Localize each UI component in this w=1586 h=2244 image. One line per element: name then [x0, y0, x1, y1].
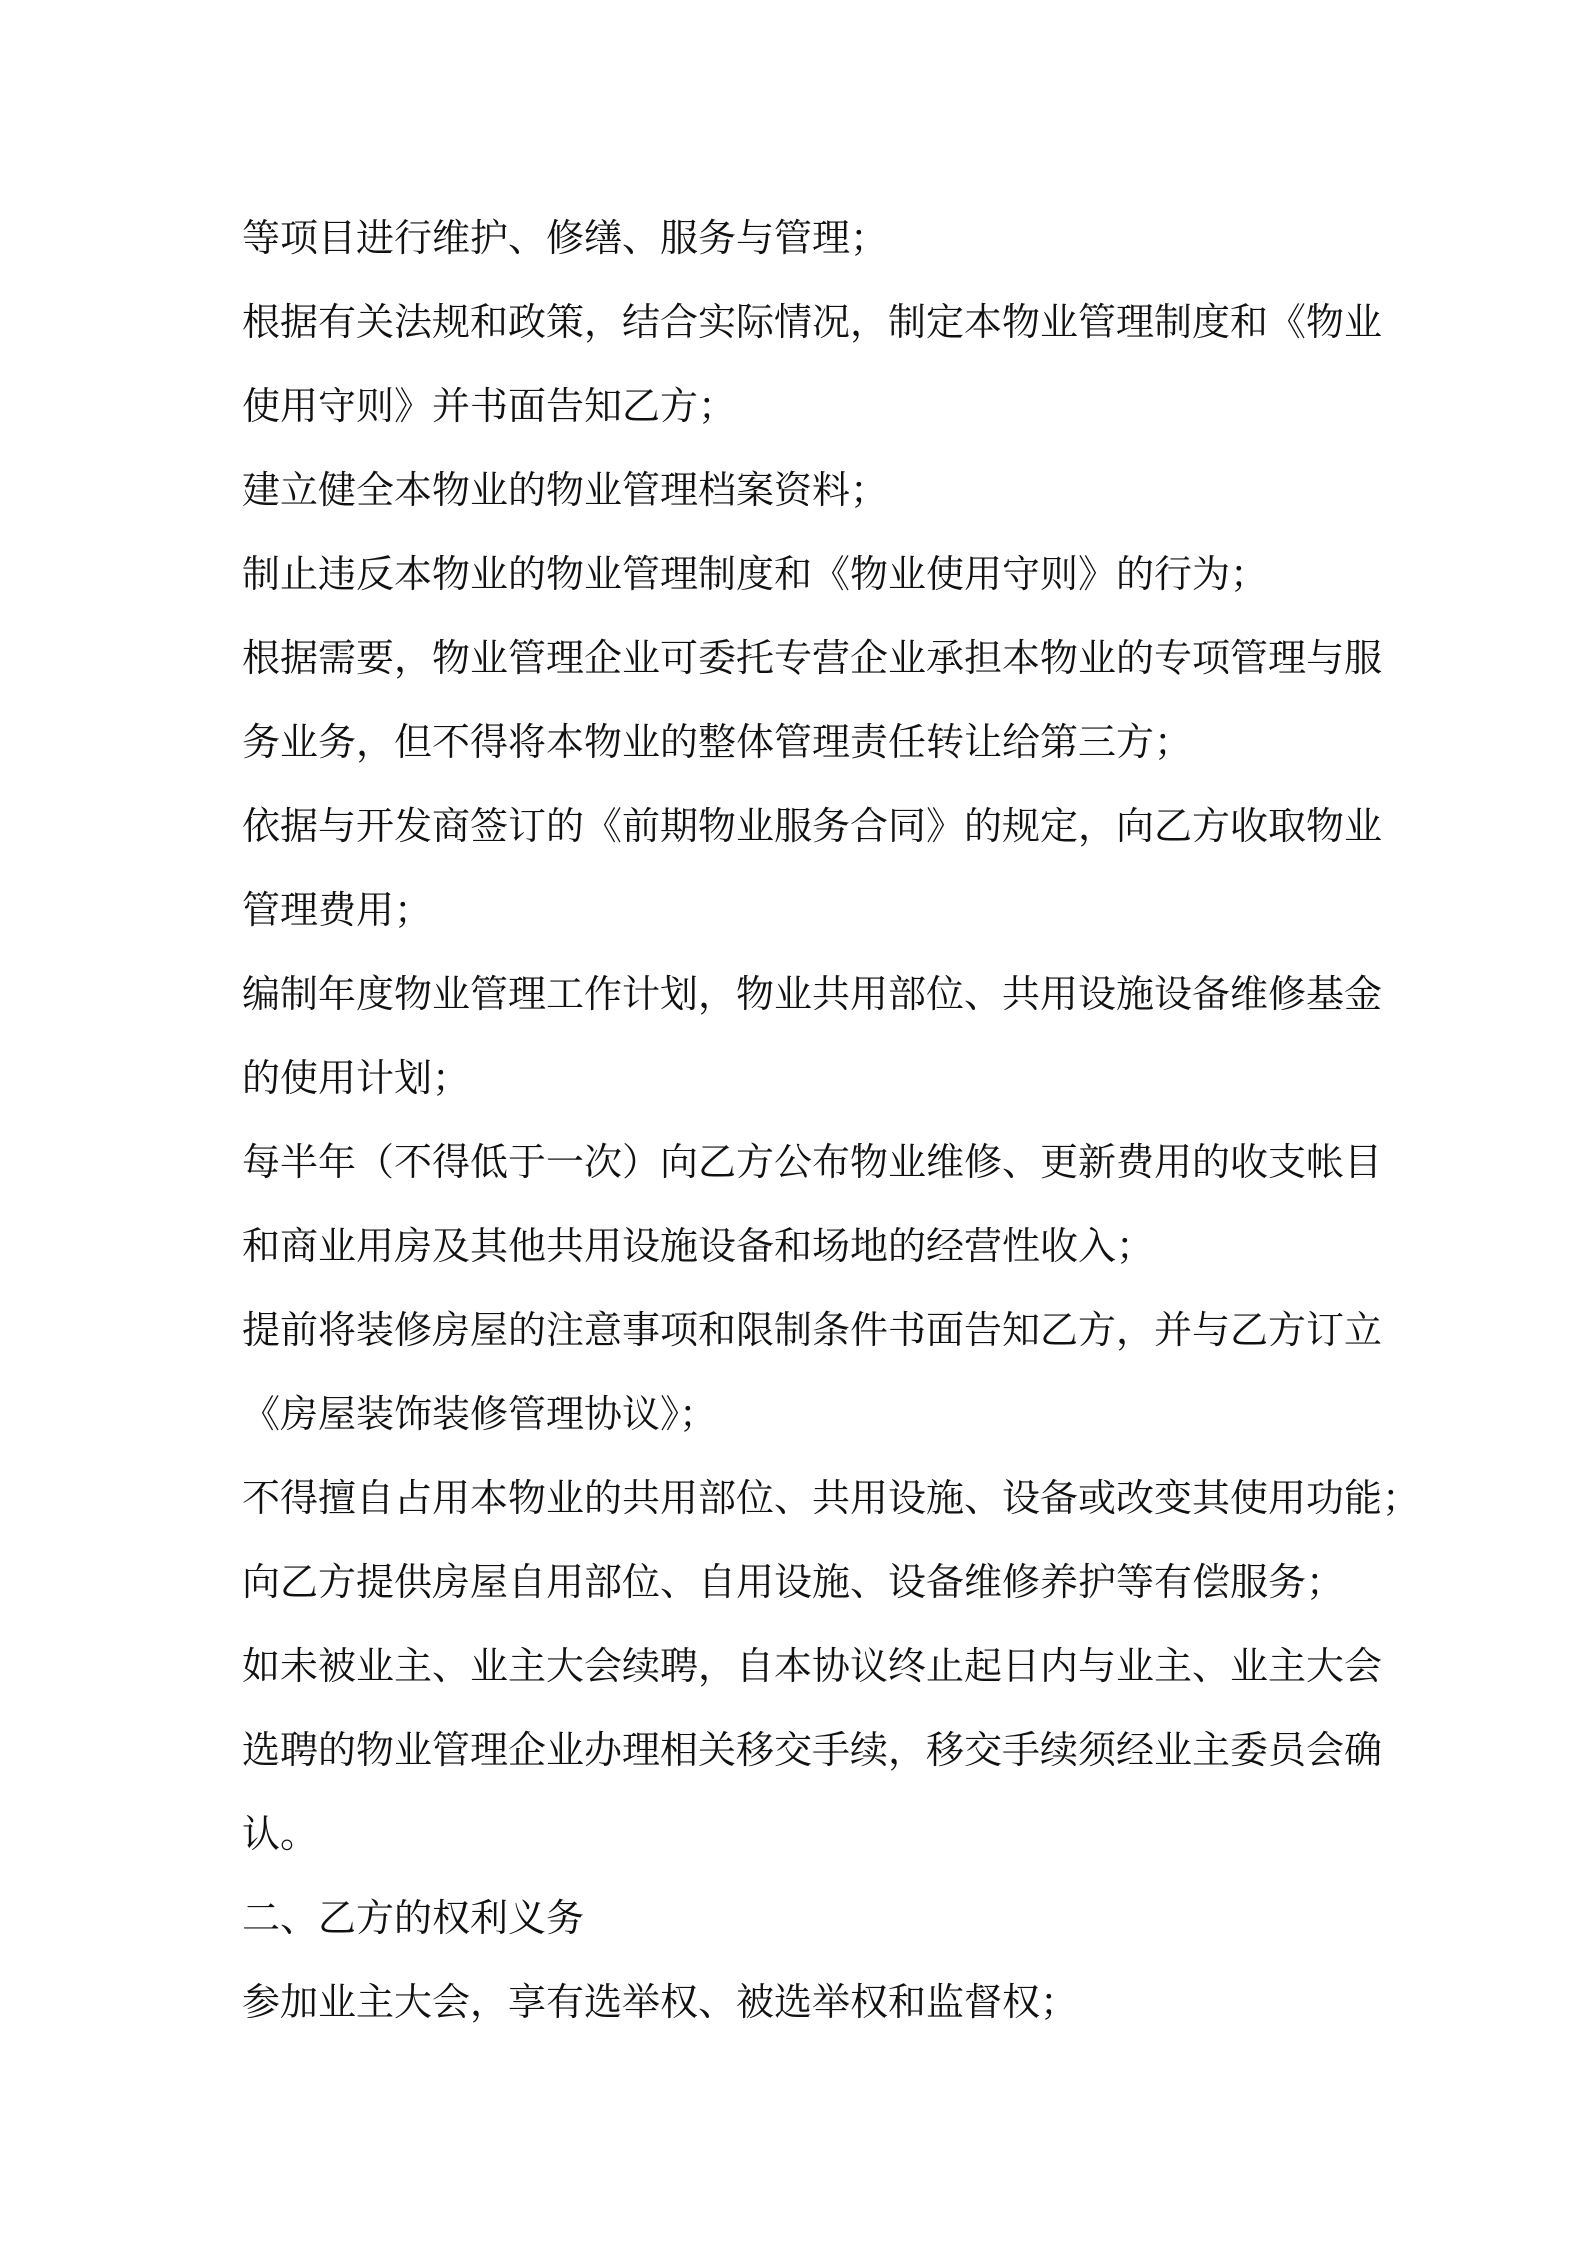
text-line: 的使用计划； — [242, 1056, 471, 1100]
document-body — [242, 196, 1421, 2044]
text-line: 根据需要，物业管理企业可委托专营企业承担本物业的专项管理与服 — [242, 636, 1383, 680]
text-line: 向乙方提供房屋自用部位、自用设施、设备维修养护等有偿服务； — [242, 1560, 1345, 1604]
text-line: 不得擅自占用本物业的共用部位、共用设施、设备或改变其使用功能； — [242, 1476, 1421, 1520]
text-line: 等项目进行维护、修缮、服务与管理； — [242, 216, 889, 260]
text-line: 认。 — [242, 1812, 319, 1856]
text-line: 选聘的物业管理企业办理相关移交手续，移交手续须经业主委员会确 — [242, 1728, 1383, 1772]
text-line: 每半年（不得低于一次）向乙方公布物业维修、更新费用的收支帐目 — [242, 1140, 1383, 1184]
text-line: 提前将装修房屋的注意事项和限制条件书面告知乙方，并与乙方订立 — [242, 1308, 1383, 1352]
text-line: 根据有关法规和政策，结合实际情况，制定本物业管理制度和《物业 — [242, 300, 1383, 344]
text-line: 如未被业主、业主大会续聘，自本协议终止起日内与业主、业主大会 — [242, 1644, 1383, 1688]
text-line: 制止违反本物业的物业管理制度和《物业使用守则》的行为； — [242, 552, 1269, 596]
text-line: 《房屋装饰装修管理协议》； — [242, 1392, 718, 1436]
text-line: 管理费用； — [242, 888, 433, 932]
text-line: 编制年度物业管理工作计划，物业共用部位、共用设施设备维修基金 — [242, 972, 1383, 1016]
section-heading: 二、乙方的权利义务 — [242, 1896, 585, 1940]
text-line: 建立健全本物业的物业管理档案资料； — [242, 468, 889, 512]
text-line: 和商业用房及其他共用设施设备和场地的经营性收入； — [242, 1224, 1155, 1268]
text-line: 使用守则》并书面告知乙方； — [242, 384, 737, 428]
text-line: 参加业主大会，享有选举权、被选举权和监督权； — [242, 1980, 1079, 2024]
text-line: 依据与开发商签订的《前期物业服务合同》的规定，向乙方收取物业 — [242, 804, 1383, 848]
text-line: 务业务，但不得将本物业的整体管理责任转让给第三方； — [242, 720, 1193, 764]
